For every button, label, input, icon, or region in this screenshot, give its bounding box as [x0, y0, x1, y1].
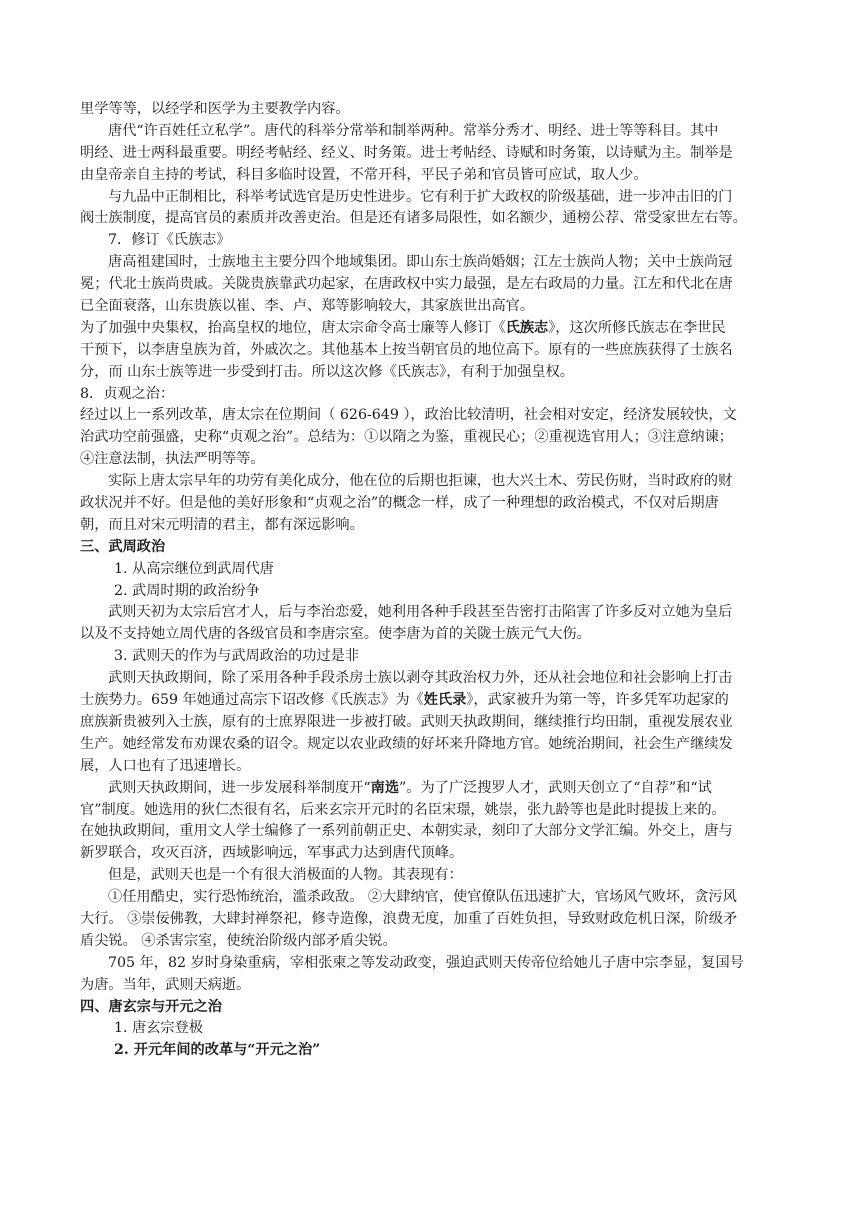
- line-text: 阀士族制度，提高官员的素质并改善吏治。但是还有诸多局限性，如名额少，通榜公荐、常受家世左右等。: [80, 210, 747, 227]
- line-text: 已全面衰落，山东贵族以崔、李、卢、郑等影响较大，其家族世出高官。: [80, 298, 535, 315]
- text-line: [80, 975, 784, 997]
- line-text: 唐代“许百姓任立私学”。唐代的科举分常举和制举两种。常举分秀才、明经、进士等等科目。其中: [108, 122, 719, 139]
- line-text: 官”制度。她选用的狄仁杰很有名，后来玄宗开元时的名臣宋璟，姚崇，张九龄等也是此时提拔上来的。: [80, 801, 726, 818]
- line-text: 3. 武则天的作为与武周政治的功过是非: [114, 648, 360, 665]
- line-text: 8．贞观之治：: [80, 385, 175, 402]
- line-text: 武则天初为太宗后宫才人，后与李治恋爱，她利用各种手段甚至告密打击陷害了许多反对立她为皇后: [108, 604, 733, 621]
- text-line: [80, 734, 784, 756]
- line-text: 1. 唐玄宗登极: [114, 1020, 203, 1037]
- line-text: 庶族新贵被列入士族，原有的士庶界限进一步被打破。武则天执政期间，继续推行均田制，重视发展农业: [80, 713, 733, 730]
- text-line: [80, 143, 784, 165]
- text-line: [80, 187, 784, 209]
- line-text-tail: 》，武家被升为第一等，许多凭军功起家的: [466, 692, 729, 709]
- line-text: 与九品中正制相比，科举考试选官是历史性进步。它有利于扩大政权的阶级基础，进一步冲击旧的门: [108, 188, 733, 205]
- section-heading: [80, 997, 784, 1019]
- line-text: ①任用酷史，实行恐怖统治，滥杀政敌。 ②大肆纳官，使官僚队伍迅速扩大，官场风气败坏，贪污风: [108, 889, 737, 906]
- bold-term: 氏族志: [505, 319, 549, 336]
- line-text: 治武功空前强盛，史称“贞观之治”。总结为：①以隋之为鉴，重视民心；②重视选官用人；③注意纳谏；: [80, 429, 733, 446]
- text-line: [80, 99, 784, 121]
- line-text: 武则天执政期间，除了采用各种手段杀房士族以剥夺其政治权力外，还从社会地位和社会影响上打击: [108, 670, 733, 687]
- line-text: 1. 从高宗继位到武周代唐: [114, 560, 274, 577]
- text-line: [80, 274, 784, 296]
- text-line: [80, 384, 784, 406]
- line-text: 分，而 山东士族等进一步受到打击。所以这次修《氏族志》，有利于加强皇权。: [80, 363, 574, 380]
- text-line: [80, 800, 784, 822]
- text-line: [80, 493, 784, 515]
- text-line: [80, 471, 784, 493]
- document-page: [80, 99, 784, 1062]
- text-line: [80, 843, 784, 865]
- text-line: [80, 865, 784, 887]
- line-text: 干预下，以李唐皇族为首，外戚次之。其他基本上按当朝官员的地位高下。原有的一些庶族获得了士族名: [80, 341, 733, 358]
- text-line: [80, 756, 784, 778]
- line-text-tail: 》，这次所修氏族志在李世民: [548, 319, 726, 336]
- line-text: 大行。 ③崇佞佛教，大肆封禅祭祀，修寺造像，浪费无度，加重了百姓负担，导致财政危机日深，阶级矛: [80, 910, 738, 927]
- text-line: [80, 953, 784, 975]
- line-text: 为了加强中央集权，抬高皇权的地位，唐太宗命令高士廉等人修订《: [80, 319, 506, 336]
- text-line: [80, 668, 784, 690]
- text-line: [80, 165, 784, 187]
- text-line: [80, 646, 784, 668]
- line-text: 经过以上一系列改革，唐太宗在位期间（ 626-649 ），政治比较清明，社会相对安定，经济发展较快，文: [80, 407, 737, 424]
- line-text: 三、武周政治: [80, 538, 166, 555]
- line-text: 但是，武则天也是一个有很大消极面的人物。其表现有：: [108, 867, 463, 884]
- text-line: [80, 230, 784, 252]
- line-text: 2. 武周时期的政治纷争: [114, 582, 260, 599]
- line-text: 武则天执政期间，进一步发展科举制度开“: [108, 779, 371, 796]
- line-text: 明经、进士两科最重要。明经考帖经、经义、时务策。进士考帖经、诗赋和时务策，以诗赋为主。制举是: [80, 144, 733, 161]
- text-line: [80, 405, 784, 427]
- line-text-tail: ”。为了广泛搜罗人才，武则天创立了“自荐”和“试: [399, 779, 712, 796]
- text-line: [80, 887, 784, 909]
- line-text: 在她执政期间，重用文人学士编修了一系列前朝正史、本朝实录，刻印了大部分文学汇编。外交上，唐与: [80, 823, 733, 840]
- text-line: [80, 318, 784, 340]
- text-line: [80, 778, 784, 800]
- line-text: 盾尖锐。 ④杀害宗室，使统治阶级内部矛盾尖锐。: [80, 932, 397, 949]
- line-text: 朝，而且对宋元明清的君主，都有深远影响。: [80, 516, 364, 533]
- text-line: [80, 515, 784, 537]
- bold-term: 姓氏录: [423, 692, 467, 709]
- bold-term: 南选: [370, 779, 400, 796]
- text-line: [80, 559, 784, 581]
- line-text: 政状况并不好。但是他的美好形象和“贞观之治”的概念一样，成了一种理想的政治模式，不仅对后期唐: [80, 495, 719, 512]
- text-line: [80, 427, 784, 449]
- line-text: 里学等等，以经学和医学为主要教学内容。: [80, 101, 350, 117]
- text-line: [80, 821, 784, 843]
- text-line: [80, 121, 784, 143]
- text-line: [80, 296, 784, 318]
- text-line: [80, 340, 784, 362]
- line-text: ④注意法制，执法严明等等。: [80, 451, 265, 468]
- text-line: [80, 690, 784, 712]
- text-line: [80, 252, 784, 274]
- text-line: [80, 449, 784, 471]
- text-line: [80, 1018, 784, 1040]
- line-text: 以及不支持她立周代唐的各级官员和李唐宗室。使李唐为首的关陇士族元气大伤。: [80, 626, 591, 643]
- line-text: 生产。她经常发布劝课农桑的诏令。规定以农业政绩的好坏来升降地方官。她统治期间，社会生产继续发: [80, 735, 733, 752]
- text-line: [80, 208, 784, 230]
- line-text: 展，人口也有了迅速增长。: [80, 757, 251, 774]
- line-text: 由皇帝亲自主持的考试，科目多临时设置，不常开科，平民子弟和官员皆可应试，取人少。: [80, 166, 648, 183]
- text-line: [80, 712, 784, 734]
- section-heading: [80, 537, 784, 559]
- line-text: 唐高祖建国时，士族地主主要分四个地域集团。即山东士族尚婚姻；江左士族尚人物；关中士族尚冠: [108, 254, 733, 271]
- line-text: 705 年，82 岁时身染重病，宰相张柬之等发动政变，强迫武则天传帝位给她儿子唐中宗李显，复国号: [108, 954, 744, 971]
- text-line: [80, 602, 784, 624]
- line-text: 2. 开元年间的改革与“开元之治”: [114, 1042, 321, 1059]
- text-line: [80, 581, 784, 603]
- text-line: [80, 931, 784, 953]
- line-text: 四、唐玄宗与开元之治: [80, 998, 222, 1015]
- text-line: [80, 624, 784, 646]
- line-text: 士族势力。659 年她通过高宗下诏改修《氏族志》为《: [80, 692, 424, 709]
- line-text: 实际上唐太宗早年的功劳有美化成分，他在位的后期也拒谏，也大兴土木、劳民伤财，当时政府的财: [108, 473, 733, 490]
- line-text: 新罗联合，攻灭百济，西域影响远，军事武力达到唐代顶峰。: [80, 845, 464, 862]
- line-text: 为唐。当年，武则天病逝。: [80, 976, 251, 993]
- text-line: [80, 1040, 784, 1062]
- line-text: 冕；代北士族尚贵戚。关陇贵族靠武功起家，在唐政权中实力最强，是左右政局的力量。江左和代北在唐: [80, 276, 733, 293]
- text-line: [80, 362, 784, 384]
- text-line: [80, 909, 784, 931]
- line-text: 7．修订《氏族志》: [108, 232, 231, 249]
